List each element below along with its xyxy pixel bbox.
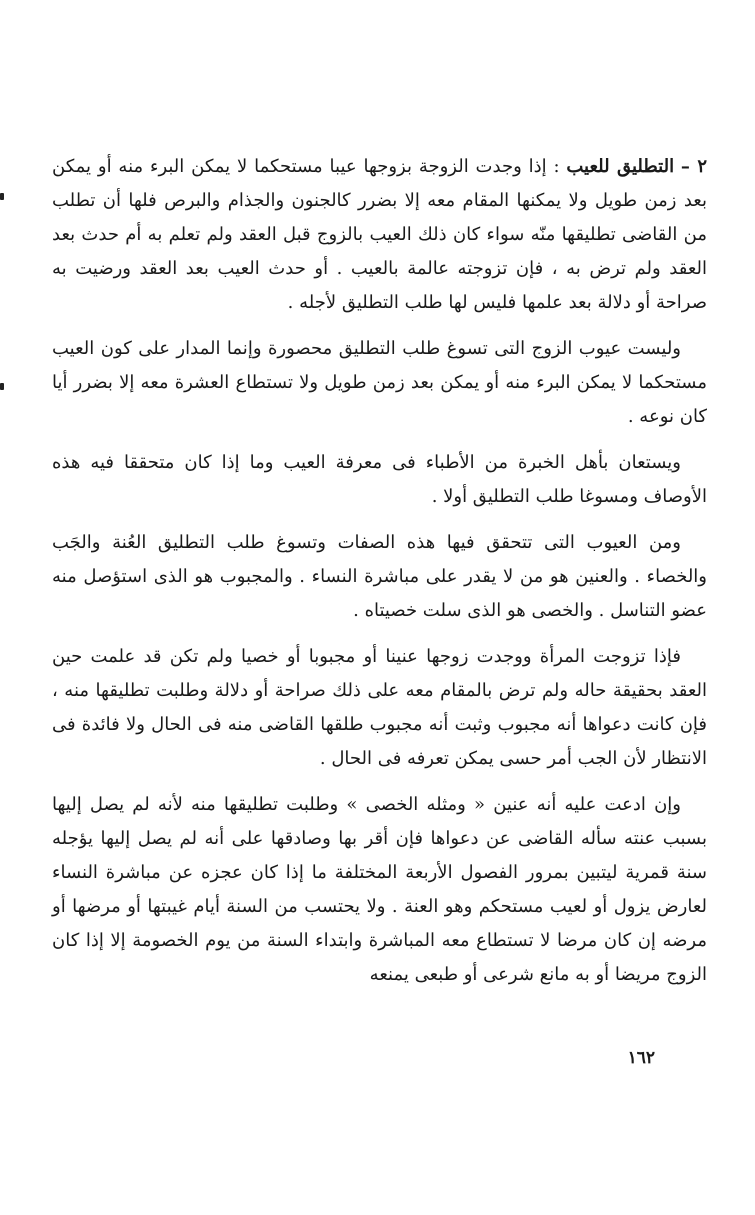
page-number: ١٦٢ [627, 1048, 655, 1068]
body-paragraph: ويستعان بأهل الخبرة من الأطباء فى معرفة العيب وما إذا كان متحققا فيه هذه الأوصاف ومسوغا طلب التطليق أولا . [52, 452, 707, 507]
body-paragraph: ومن العيوب التى تتحقق فيها هذه الصفات وتسوغ طلب التطليق العُنة والجَب والخصاء . والعنين هو من لا يقدر على مباشرة النساء . والمجبوب هو الذى استؤصل منه عضو التناسل . والخصى هو الذى سلت خصيتاه . [52, 532, 707, 621]
section-paragraph [52, 150, 707, 320]
section-number: ٢ – [680, 156, 707, 177]
body-paragraph: وإن ادعت عليه أنه عنين « ومثله الخصى » وطلبت تطليقها منه لأنه لم يصل إليها بسبب عنته سأله القاضى عن دعواها فإن أقر بها وصادقها على أنه لم يصل إليها يؤجله سنة قمرية ليتبين بمرور الفصول الأربعة المختلفة ما إذا كان عجزه عن مباشرة النساء لعارض يزول أو لعيب مستحكم وهو العنة . ولا يحتسب من السنة أيام غيبتها أو مرضها أو مرضه إن كان مرضا لا تستطاع معه المباشرة وابتداء السنة من يوم الخصومة إلا إذا كان الزوج مريضا أو به مانع شرعى أو طبعى يمنعه [52, 794, 707, 985]
section-intro-text: : إذا وجدت الزوجة بزوجها عيبا مستحكما لا يمكن البرء منه أو يمكن بعد زمن طويل ولا يمكنها المقام معه إلا بضرر كالجنون والجذام والبرص فلها أن تطلب من القاضى تطليقها منّه سواء كان ذلك العيب بالزوج قبل العقد ولم تعلم به أم حدث بعد العقد ولم ترض به ، فإن تزوجته عالمة بالعيب . أو حدث العيب بعد العقد ورضيت به صراحة أو دلالة بعد علمها فليس لها طلب التطليق لأجله . [52, 156, 707, 313]
page-body [52, 150, 707, 1004]
body-paragraph: وليست عيوب الزوج التى تسوغ طلب التطليق محصورة وإنما المدار على كون العيب مستحكما لا يمكن البرء منه أو يمكن بعد زمن طويل ولا تستطاع العشرة معه إلا بضرر أيا كان نوعه . [52, 338, 707, 427]
margin-binding-mark [0, 383, 4, 390]
body-paragraph: فإذا تزوجت المرأة ووجدت زوجها عنينا أو مجبوبا أو خصيا ولم تكن قد علمت حين العقد بحقيقة حاله ولم ترض بالمقام معه على ذلك صراحة أو دلالة وطلبت تطليقها منه ، فإن كانت دعواها أنه مجبوب وثبت أنه مجبوب طلقها القاضى منه فى الحال ولا فائدة فى الانتظار لأن الجب أمر حسى يمكن تعرفه فى الحال . [52, 646, 707, 769]
margin-binding-mark [0, 193, 4, 200]
section-heading: التطليق للعيب [566, 156, 675, 177]
